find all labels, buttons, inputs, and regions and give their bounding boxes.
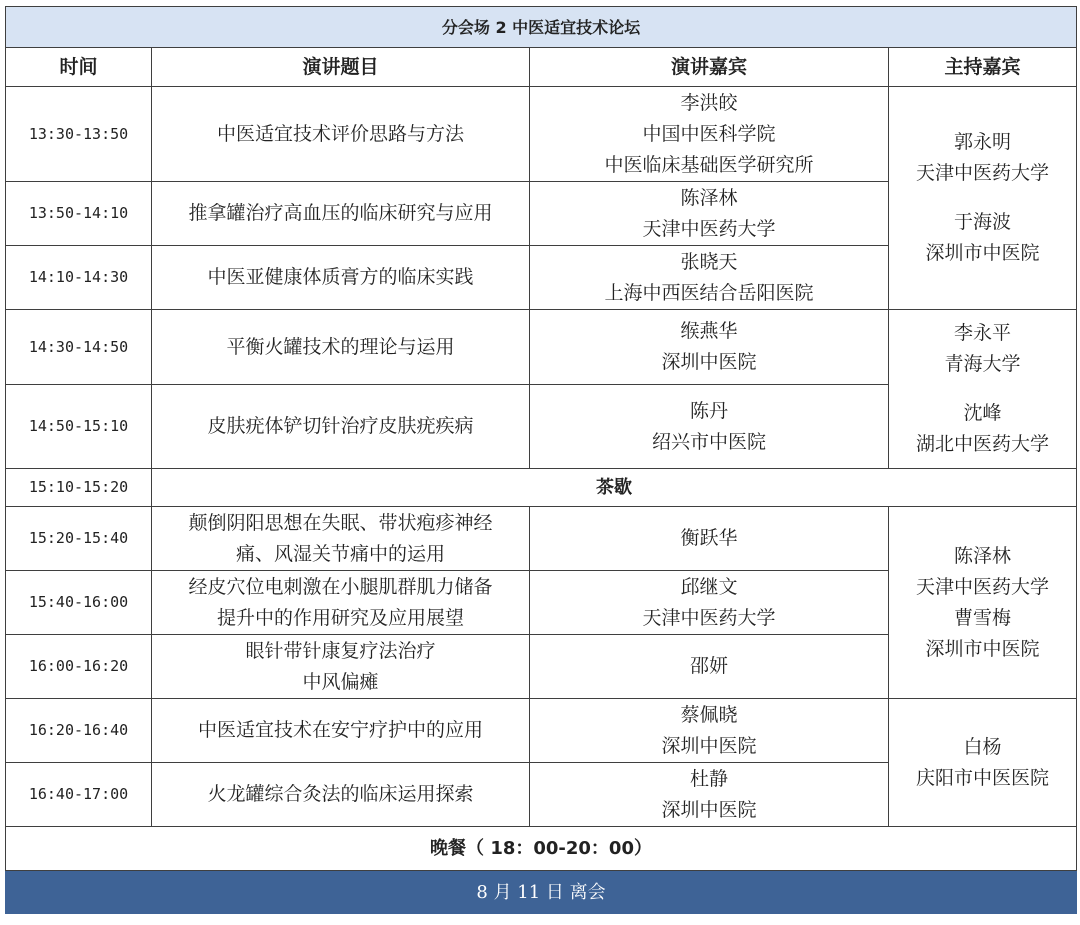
topic-cell [152,310,530,385]
topic-cell [152,507,530,571]
table-row [6,87,1077,182]
host-affiliation: 天津中医药大学 [916,162,1050,184]
speaker-cell [530,507,889,571]
table-title: 分会场 2 中医适宜技术论坛 [6,7,1077,48]
topic-cell [152,385,530,469]
speaker-affiliation: 深圳中医院 [661,734,757,757]
topic-line: 提升中的作用研究及应用展望 [216,606,464,629]
speaker-cell [530,182,889,246]
time-cell: 15:20-15:40 [6,507,152,571]
host-cell [889,507,1077,699]
speaker-cell [530,571,889,635]
dinner-row [6,827,1077,871]
host-affiliation: 天津中医药大学 [916,575,1050,598]
host-cell [889,87,1077,310]
time-cell: 14:50-15:10 [6,385,152,469]
header-time: 时间 [6,48,152,87]
topic-line: 颠倒阴阳思想在失眠、带状疱疹神经 [188,511,493,534]
speaker-affiliation: 深圳中医院 [661,351,757,373]
topic-cell [152,571,530,635]
host-affiliation: 深圳市中医院 [925,637,1040,660]
topic-line: 经皮穴位电刺激在小腿肌群肌力储备 [188,575,493,598]
footer-row [6,871,1077,914]
schedule-table [5,6,1077,914]
speaker-cell [530,246,889,310]
topic-line: 平衡火罐技术的理论与运用 [226,335,455,358]
table-row [6,310,1077,385]
time-cell: 13:30-13:50 [6,87,152,182]
topic-line: 中医适宜技术在安宁疗护中的应用 [197,719,483,741]
topic-line: 皮肤疣体铲切针治疗皮肤疣疾病 [207,415,474,437]
table-row [6,507,1077,571]
host-name: 陈泽林 [954,544,1012,567]
speaker-name: 衡跃华 [680,527,738,549]
host-spacer [889,189,1076,207]
time-cell: 16:20-16:40 [6,699,152,763]
time-cell: 15:40-16:00 [6,571,152,635]
speaker-affiliation: 天津中医药大学 [642,606,776,629]
speaker-name: 陈丹 [689,399,728,422]
header-speaker: 演讲嘉宾 [530,48,889,87]
speaker-name: 杜静 [689,767,728,790]
host-cell [889,310,1077,469]
time-cell: 16:40-17:00 [6,763,152,827]
topic-cell [152,182,530,246]
topic-cell [152,635,530,699]
host-name: 郭永明 [954,131,1012,153]
speaker-affiliation: 上海中西医结合岳阳医院 [604,281,814,304]
topic-line: 中风偏瘫 [302,670,379,693]
speaker-affiliation: 天津中医药大学 [642,217,776,240]
topic-line: 中医适宜技术评价思路与方法 [216,122,464,145]
topic-cell [152,246,530,310]
topic-cell [152,763,530,827]
speaker-cell [530,87,889,182]
speaker-name: 李洪皎 [680,91,738,114]
time-cell: 13:50-14:10 [6,182,152,246]
host-name: 李永平 [954,322,1012,344]
host-name: 白杨 [963,735,1002,758]
host-affiliation: 青海大学 [944,353,1021,375]
host-spacer [889,380,1076,398]
time-cell: 16:00-16:20 [6,635,152,699]
speaker-cell [530,699,889,763]
time-cell: 15:10-15:20 [6,469,152,507]
host-cell [889,699,1077,827]
dinner-label: 晚餐（ 18：00-20：00） [6,827,1077,871]
speaker-name: 陈泽林 [680,186,738,209]
host-name: 沈峰 [963,402,1002,424]
speaker-name: 张晓天 [680,250,738,273]
speaker-affiliation: 中国中医科学院 [642,122,776,145]
host-affiliation: 深圳市中医院 [925,242,1040,264]
speaker-affiliation: 中医临床基础医学研究所 [604,153,814,176]
speaker-affiliation: 深圳中医院 [661,798,757,821]
time-cell: 14:30-14:50 [6,310,152,385]
topic-line: 推拿罐治疗高血压的临床研究与应用 [188,202,493,224]
header-host: 主持嘉宾 [889,48,1077,87]
speaker-name: 缑燕华 [680,320,738,342]
host-affiliation: 湖北中医药大学 [916,433,1050,455]
speaker-name: 蔡佩晓 [680,703,738,726]
topic-cell [152,699,530,763]
host-affiliation: 庆阳市中医医院 [916,766,1050,789]
speaker-cell [530,385,889,469]
topic-cell [152,87,530,182]
speaker-cell [530,635,889,699]
break-label: 茶歇 [152,469,1077,507]
speaker-name: 邵妍 [689,655,728,677]
table-row [6,699,1077,763]
host-name: 于海波 [954,211,1012,233]
speaker-name: 邱继文 [680,575,738,598]
speaker-cell [530,310,889,385]
header-topic: 演讲题目 [152,48,530,87]
break-row [6,469,1077,507]
topic-line: 火龙罐综合灸法的临床运用探索 [207,783,474,805]
speaker-cell [530,763,889,827]
topic-line: 痛、风湿关节痛中的运用 [235,542,445,565]
topic-line: 中医亚健康体质膏方的临床实践 [207,266,474,288]
time-cell: 14:10-14:30 [6,246,152,310]
topic-line: 眼针带针康复疗法治疗 [245,639,436,662]
host-name: 曹雪梅 [954,606,1012,629]
footer-label: 8 月 11 日 离会 [6,871,1077,914]
speaker-affiliation: 绍兴市中医院 [651,430,766,453]
